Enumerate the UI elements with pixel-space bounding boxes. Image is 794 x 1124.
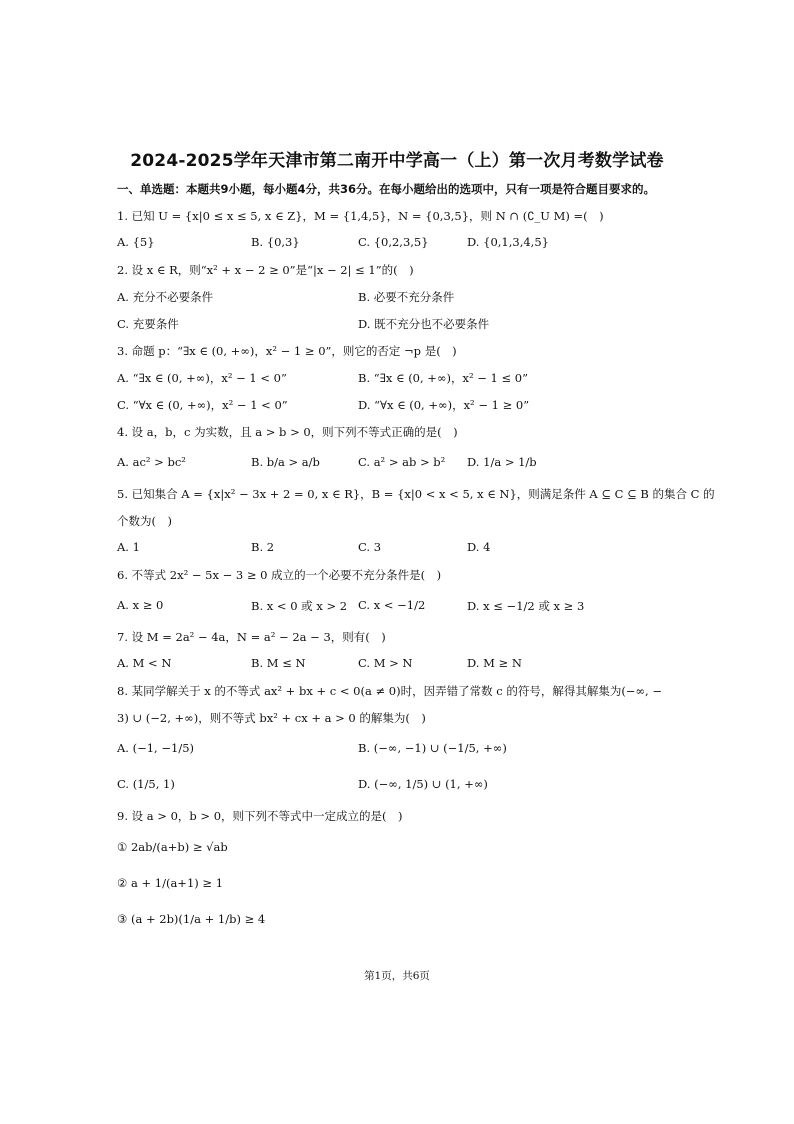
question-3-option-b: B. “∃x ∈ (0, +∞)，x² − 1 ≤ 0” — [358, 371, 529, 385]
question-1-option-c: C. {0,2,3,5} — [358, 235, 429, 249]
question-8-stem-line-2: 3) ∪ (−2, +∞)，则不等式 bx² + cx + a > 0 的解集为( ) — [117, 711, 426, 725]
question-7-option-d: D. M ≥ N — [467, 656, 522, 670]
question-6-option-b: B. x < 0 或 x > 2 — [251, 599, 348, 613]
question-9-item-2: ② a + 1/(a+1) ≥ 1 — [117, 876, 224, 890]
question-6-option-a: A. x ≥ 0 — [117, 598, 164, 612]
question-4-option-a: A. ac² > bc² — [117, 455, 186, 469]
question-5-option-b: B. 2 — [251, 540, 275, 554]
question-3-option-a: A. “∃x ∈ (0, +∞)，x² − 1 < 0” — [117, 371, 287, 385]
question-8-option-d: D. (−∞, 1/5) ∪ (1, +∞) — [358, 777, 488, 791]
question-1-stem: 1. 已知 U = {x|0 ≤ x ≤ 5, x ∈ Z}，M = {1,4,5}，N = {0,3,5}，则 N ∩ (∁_U M) =( ) — [117, 209, 604, 223]
question-5-option-c: C. 3 — [358, 540, 382, 554]
question-2-option-b: B. 必要不充分条件 — [358, 290, 455, 304]
question-4-option-c: C. a² > ab > b² — [358, 455, 446, 469]
question-5-option-a: A. 1 — [117, 540, 140, 554]
question-6-stem: 6. 不等式 2x² − 5x − 3 ≥ 0 成立的一个必要不充分条件是( ) — [117, 568, 442, 582]
page-footer: 第1页，共6页 — [364, 970, 430, 982]
question-7-option-c: C. M > N — [358, 656, 413, 670]
question-1-option-a: A. {5} — [117, 235, 155, 249]
question-3-option-d: D. “∀x ∈ (0, +∞)，x² − 1 ≥ 0” — [358, 398, 530, 412]
question-7-stem: 7. 设 M = 2a² − 4a，N = a² − 2a − 3，则有( ) — [117, 630, 386, 644]
question-2-option-a: A. 充分不必要条件 — [117, 290, 214, 304]
question-9-item-3: ③ (a + 2b)(1/a + 1/b) ≥ 4 — [117, 912, 266, 926]
question-8-stem-line-1: 8. 某同学解关于 x 的不等式 ax² + bx + c < 0(a ≠ 0)时，因弄错了常数 c 的符号，解得其解集为(−∞, − — [117, 684, 662, 698]
question-5-stem-line-2: 个数为( ) — [117, 514, 172, 528]
question-6-option-c: C. x < −1/2 — [358, 598, 426, 612]
question-1-option-d: D. {0,1,3,4,5} — [467, 235, 549, 249]
question-9-item-1: ① 2ab/(a+b) ≥ √ab — [117, 840, 228, 854]
question-6-option-d: D. x ≤ −1/2 或 x ≥ 3 — [467, 599, 585, 613]
question-8-option-c: C. (1/5, 1) — [117, 777, 175, 791]
page-title: 2024-2025学年天津市第二南开中学高一（上）第一次月考数学试卷 — [130, 151, 664, 171]
question-3-option-c: C. “∀x ∈ (0, +∞)，x² − 1 < 0” — [117, 398, 288, 412]
question-2-stem: 2. 设 x ∈ R，则“x² + x − 2 ≥ 0”是“|x − 2| ≤ 1”的( ) — [117, 263, 414, 277]
section-heading: 一、单选题：本题共9小题，每小题4分，共36分。在每小题给出的选项中，只有一项是符合题目要求的。 — [117, 182, 656, 196]
question-4-option-d: D. 1/a > 1/b — [467, 455, 537, 469]
question-1-option-b: B. {0,3} — [251, 235, 300, 249]
question-8-option-a: A. (−1, −1/5) — [117, 741, 194, 755]
question-3-stem: 3. 命题 p：“∃x ∈ (0, +∞)，x² − 1 ≥ 0”，则它的否定 ¬p 是( ) — [117, 344, 457, 358]
question-4-option-b: B. b/a > a/b — [251, 455, 320, 469]
question-8-option-b: B. (−∞, −1) ∪ (−1/5, +∞) — [358, 741, 507, 755]
question-4-stem: 4. 设 a，b，c 为实数，且 a > b > 0，则下列不等式正确的是( ) — [117, 425, 458, 439]
question-7-option-a: A. M < N — [117, 656, 172, 670]
question-5-option-d: D. 4 — [467, 540, 491, 554]
question-2-option-c: C. 充要条件 — [117, 317, 179, 331]
question-2-option-d: D. 既不充分也不必要条件 — [358, 317, 490, 331]
question-9-stem: 9. 设 a > 0，b > 0，则下列不等式中一定成立的是( ) — [117, 809, 403, 823]
question-5-stem-line-1: 5. 已知集合 A = {x|x² − 3x + 2 = 0, x ∈ R}，B = {x|0 < x < 5, x ∈ N}，则满足条件 A ⊆ C ⊆ B 的集合 C 的 — [117, 487, 715, 501]
question-7-option-b: B. M ≤ N — [251, 656, 306, 670]
